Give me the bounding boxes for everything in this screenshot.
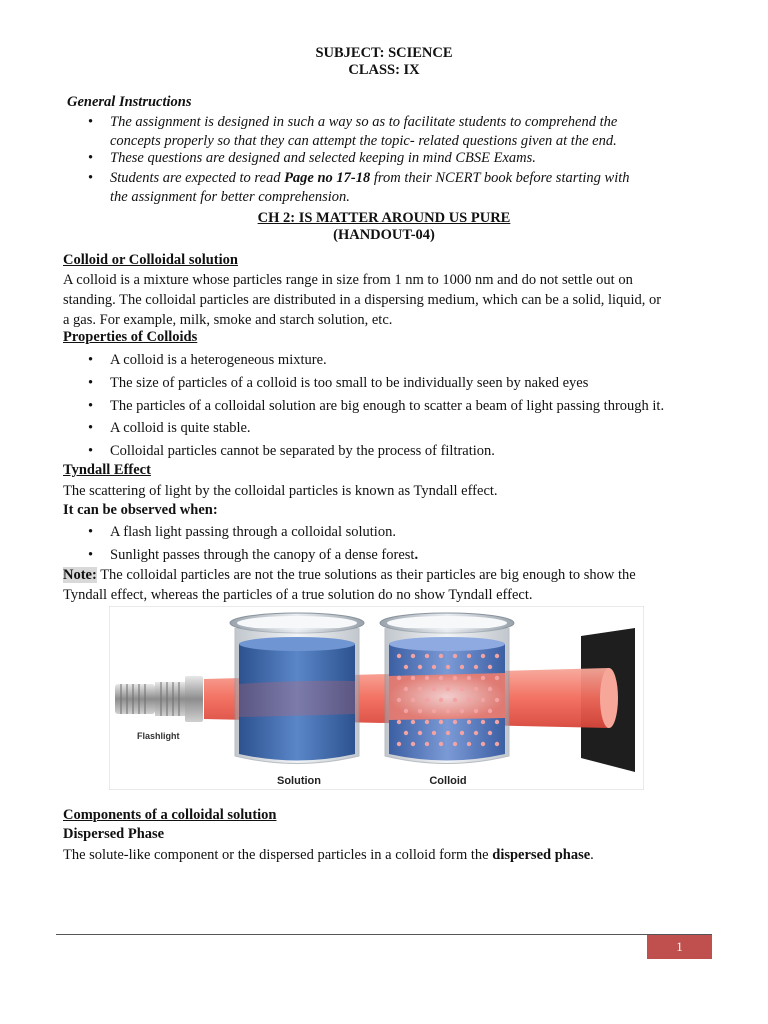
observed-item: • A flash light passing through a colloidal solution.	[110, 523, 396, 542]
property-item: • The size of particles of a colloid is too small to be individually seen by naked eyes	[110, 374, 588, 393]
colloid-particle	[432, 687, 436, 691]
colloid-particle	[453, 742, 457, 746]
colloid-particle	[481, 698, 485, 702]
colloid-particle	[425, 654, 429, 658]
colloid-particle	[411, 676, 415, 680]
colloid-particle	[439, 676, 443, 680]
instruction-item: • Students are expected to read Page no 17-18 from their NCERT book before starting with the assignment for better comprehension.	[110, 169, 630, 207]
colloid-particle	[481, 720, 485, 724]
observed-heading: It can be observed when:	[63, 502, 218, 518]
beam-spot	[600, 668, 618, 728]
colloid-particle	[411, 742, 415, 746]
colloid-particle	[453, 720, 457, 724]
property-item: • A colloid is a heterogeneous mixture.	[110, 351, 327, 370]
observed-item: • Sunlight passes through the canopy of a dense forest.	[110, 546, 418, 565]
chapter-title: CH 2: IS MATTER AROUND US PURE	[257, 210, 511, 226]
property-item: • A colloid is quite stable.	[110, 419, 251, 438]
colloid-particle	[411, 698, 415, 702]
colloid-heading: Colloid or Colloidal solution	[63, 252, 238, 268]
colloid-particle	[425, 698, 429, 702]
colloid-particle	[404, 731, 408, 735]
tyndall-heading: Tyndall Effect	[63, 462, 151, 478]
colloid-particle	[481, 654, 485, 658]
colloid-particle	[432, 709, 436, 713]
colloid-particle	[397, 742, 401, 746]
colloid-particle	[397, 698, 401, 702]
colloid-particle	[418, 731, 422, 735]
colloid-particle	[474, 731, 478, 735]
colloid-particle	[439, 742, 443, 746]
footer-rule	[56, 934, 712, 935]
colloid-particle	[467, 676, 471, 680]
colloid-particle	[460, 709, 464, 713]
colloid-particle	[418, 709, 422, 713]
colloid-particle	[467, 720, 471, 724]
colloid-particle	[432, 665, 436, 669]
colloid-particle	[404, 665, 408, 669]
colloid-particle	[453, 676, 457, 680]
colloid-particle	[460, 687, 464, 691]
colloid-particle	[425, 676, 429, 680]
colloid-particle	[481, 676, 485, 680]
page-number: 1	[647, 935, 712, 959]
colloid-particle	[397, 654, 401, 658]
general-instructions-title: General Instructions	[67, 94, 192, 110]
colloid-particle	[495, 720, 499, 724]
class-heading: CLASS: IX	[348, 62, 420, 78]
colloid-particle	[404, 687, 408, 691]
handout-label: (HANDOUT-04)	[333, 227, 435, 243]
colloid-particle	[411, 720, 415, 724]
colloid-definition: A colloid is a mixture whose particles range in size from 1 nm to 1000 nm and do not settle out on standing. The colloidal particles are distributed in a dispersing medium, which can be a solid, liquid, or a gas. For example, milk, smoke and starch solution, etc.	[63, 272, 662, 328]
colloid-beaker	[380, 613, 514, 764]
colloid-particle	[488, 665, 492, 669]
tyndall-definition: The scattering of light by the colloidal particles is known as Tyndall effect.	[63, 483, 498, 499]
colloid-particle	[474, 665, 478, 669]
colloid-particle	[404, 709, 408, 713]
colloid-particle	[446, 731, 450, 735]
colloid-particle	[453, 654, 457, 658]
colloid-particle	[481, 742, 485, 746]
colloid-particle	[495, 654, 499, 658]
colloid-particle	[439, 698, 443, 702]
instruction-item: • The assignment is designed in such a way so as to facilitate students to comprehend the concepts properly so that they can attempt the topic- related questions given at the end.	[110, 113, 617, 151]
colloid-particle	[467, 654, 471, 658]
colloid-particle	[488, 709, 492, 713]
colloid-particle	[418, 665, 422, 669]
colloid-particle	[474, 709, 478, 713]
colloid-particle	[488, 687, 492, 691]
colloid-particle	[425, 720, 429, 724]
note-paragraph: Note: The colloidal particles are not the true solutions as their particles are big enough to show the Tyndall effect, whereas the particles of a true solution do no show Tyndall effect.	[63, 567, 636, 603]
colloid-particle	[495, 742, 499, 746]
colloid-particle	[439, 654, 443, 658]
note-label: Note:	[63, 567, 97, 583]
colloid-particle	[432, 731, 436, 735]
colloid-particle	[488, 731, 492, 735]
colloid-particle	[495, 676, 499, 680]
flashlight-label: Flashlight	[137, 731, 180, 741]
colloid-particle	[446, 687, 450, 691]
colloid-particle	[397, 720, 401, 724]
colloid-particle	[474, 687, 478, 691]
colloid-particle	[418, 687, 422, 691]
colloid-label: Colloid	[429, 775, 467, 787]
colloid-particle	[446, 665, 450, 669]
solution-beaker	[230, 613, 364, 764]
instruction-item: • These questions are designed and selected keeping in mind CBSE Exams.	[110, 149, 536, 168]
dispersed-phase-heading: Dispersed Phase	[63, 826, 165, 842]
colloid-particle	[495, 698, 499, 702]
components-heading: Components of a colloidal solution	[63, 807, 277, 823]
colloid-particle	[425, 742, 429, 746]
colloid-particle	[460, 665, 464, 669]
colloid-particle	[467, 698, 471, 702]
property-item: • Colloidal particles cannot be separated by the process of filtration.	[110, 442, 495, 461]
colloid-particle	[460, 731, 464, 735]
tyndall-effect-figure	[109, 606, 644, 790]
properties-heading: Properties of Colloids	[63, 329, 198, 345]
dispersed-phase-text: The solute-like component or the dispersed particles in a colloid form the dispersed phase.	[63, 847, 594, 863]
solution-label: Solution	[277, 775, 321, 787]
colloid-particle	[397, 676, 401, 680]
property-item: • The particles of a colloidal solution are big enough to scatter a beam of light passing through it.	[110, 397, 664, 416]
colloid-particle	[453, 698, 457, 702]
subject-heading: SUBJECT: SCIENCE	[315, 45, 453, 61]
colloid-particle	[467, 742, 471, 746]
colloid-particle	[446, 709, 450, 713]
colloid-particle	[411, 654, 415, 658]
colloid-particle	[439, 720, 443, 724]
